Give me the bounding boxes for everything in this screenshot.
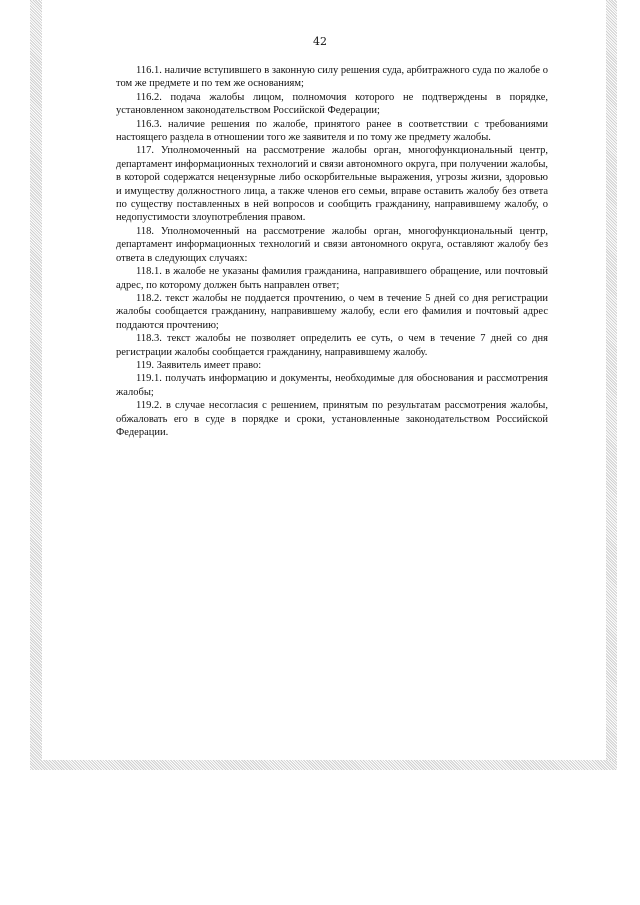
paragraph-118: 118. Уполномоченный на рассмотрение жалобы орган, многофункциональный центр, департамент информационных технологий и связи автономного округа, оставляют жалобу без ответа в следующих случаях: [116, 225, 548, 264]
page-number: 42 [313, 35, 327, 48]
paragraph-118-1: 118.1. в жалобе не указаны фамилия гражданина, направившего обращение, или почтовый адрес, по которому должен быть направлен ответ; [116, 266, 548, 291]
paragraph-116-2: 116.2. подача жалобы лицом, полномочия которого не подтверждены в порядке, установленном законодательством Российской Федерации; [116, 91, 548, 117]
scan-border-right [606, 0, 617, 770]
paragraph-119: 119. Заявитель имеет право: [136, 359, 262, 371]
paragraph-117: 117. Уполномоченный на рассмотрение жалобы орган, многофункциональный центр, департамент информационных технологий и связи автономного округа, при получении жалобы, в которой содержатся нецензурные либо оскорбительные выражения, угрозы жизни, здоровью и имуществу должностного лица, а также членов его семьи, вправе оставить жалобу без ответа по существу поставленных в ней вопросов и сообщить гражданину, направившему жалобу, о недопустимости злоупотребления правом. [116, 145, 548, 224]
paragraph-116-3: 116.3. наличие решения по жалобе, принятого ранее в соответствии с требованиями настоящего раздела в отношении того же заявителя и по тому же предмету жалобы. [116, 118, 548, 144]
scan-border-bottom [30, 760, 617, 770]
paragraph-118-2: 118.2. текст жалобы не поддается прочтению, о чем в течение 5 дней со дня регистрации жалобы сообщается гражданину, направившему жалобу, если его фамилия и почтовый адрес поддаются прочтению; [116, 292, 548, 331]
paragraph-119-1: 119.1. получать информацию и документы, необходимые для обоснования и рассмотрения жалобы; [116, 373, 548, 398]
document-body [116, 64, 548, 439]
paragraph-118-3: 118.3. текст жалобы не позволяет определить ее суть, о чем в течение 7 дней со дня регистрации жалобы сообщается гражданину, направившему жалобу. [116, 333, 548, 358]
scan-border-left [30, 0, 42, 770]
paragraph-116-1: 116.1. наличие вступившего в законную силу решения суда, арбитражного суда по жалобе о том же предмете и по тем же основаниям; [116, 65, 548, 90]
paragraph-119-2: 119.2. в случае несогласия с решением, принятым по результатам рассмотрения жалобы, обжаловать его в суде в порядке и сроки, установленные законодательством Российской Федерации. [116, 400, 548, 438]
